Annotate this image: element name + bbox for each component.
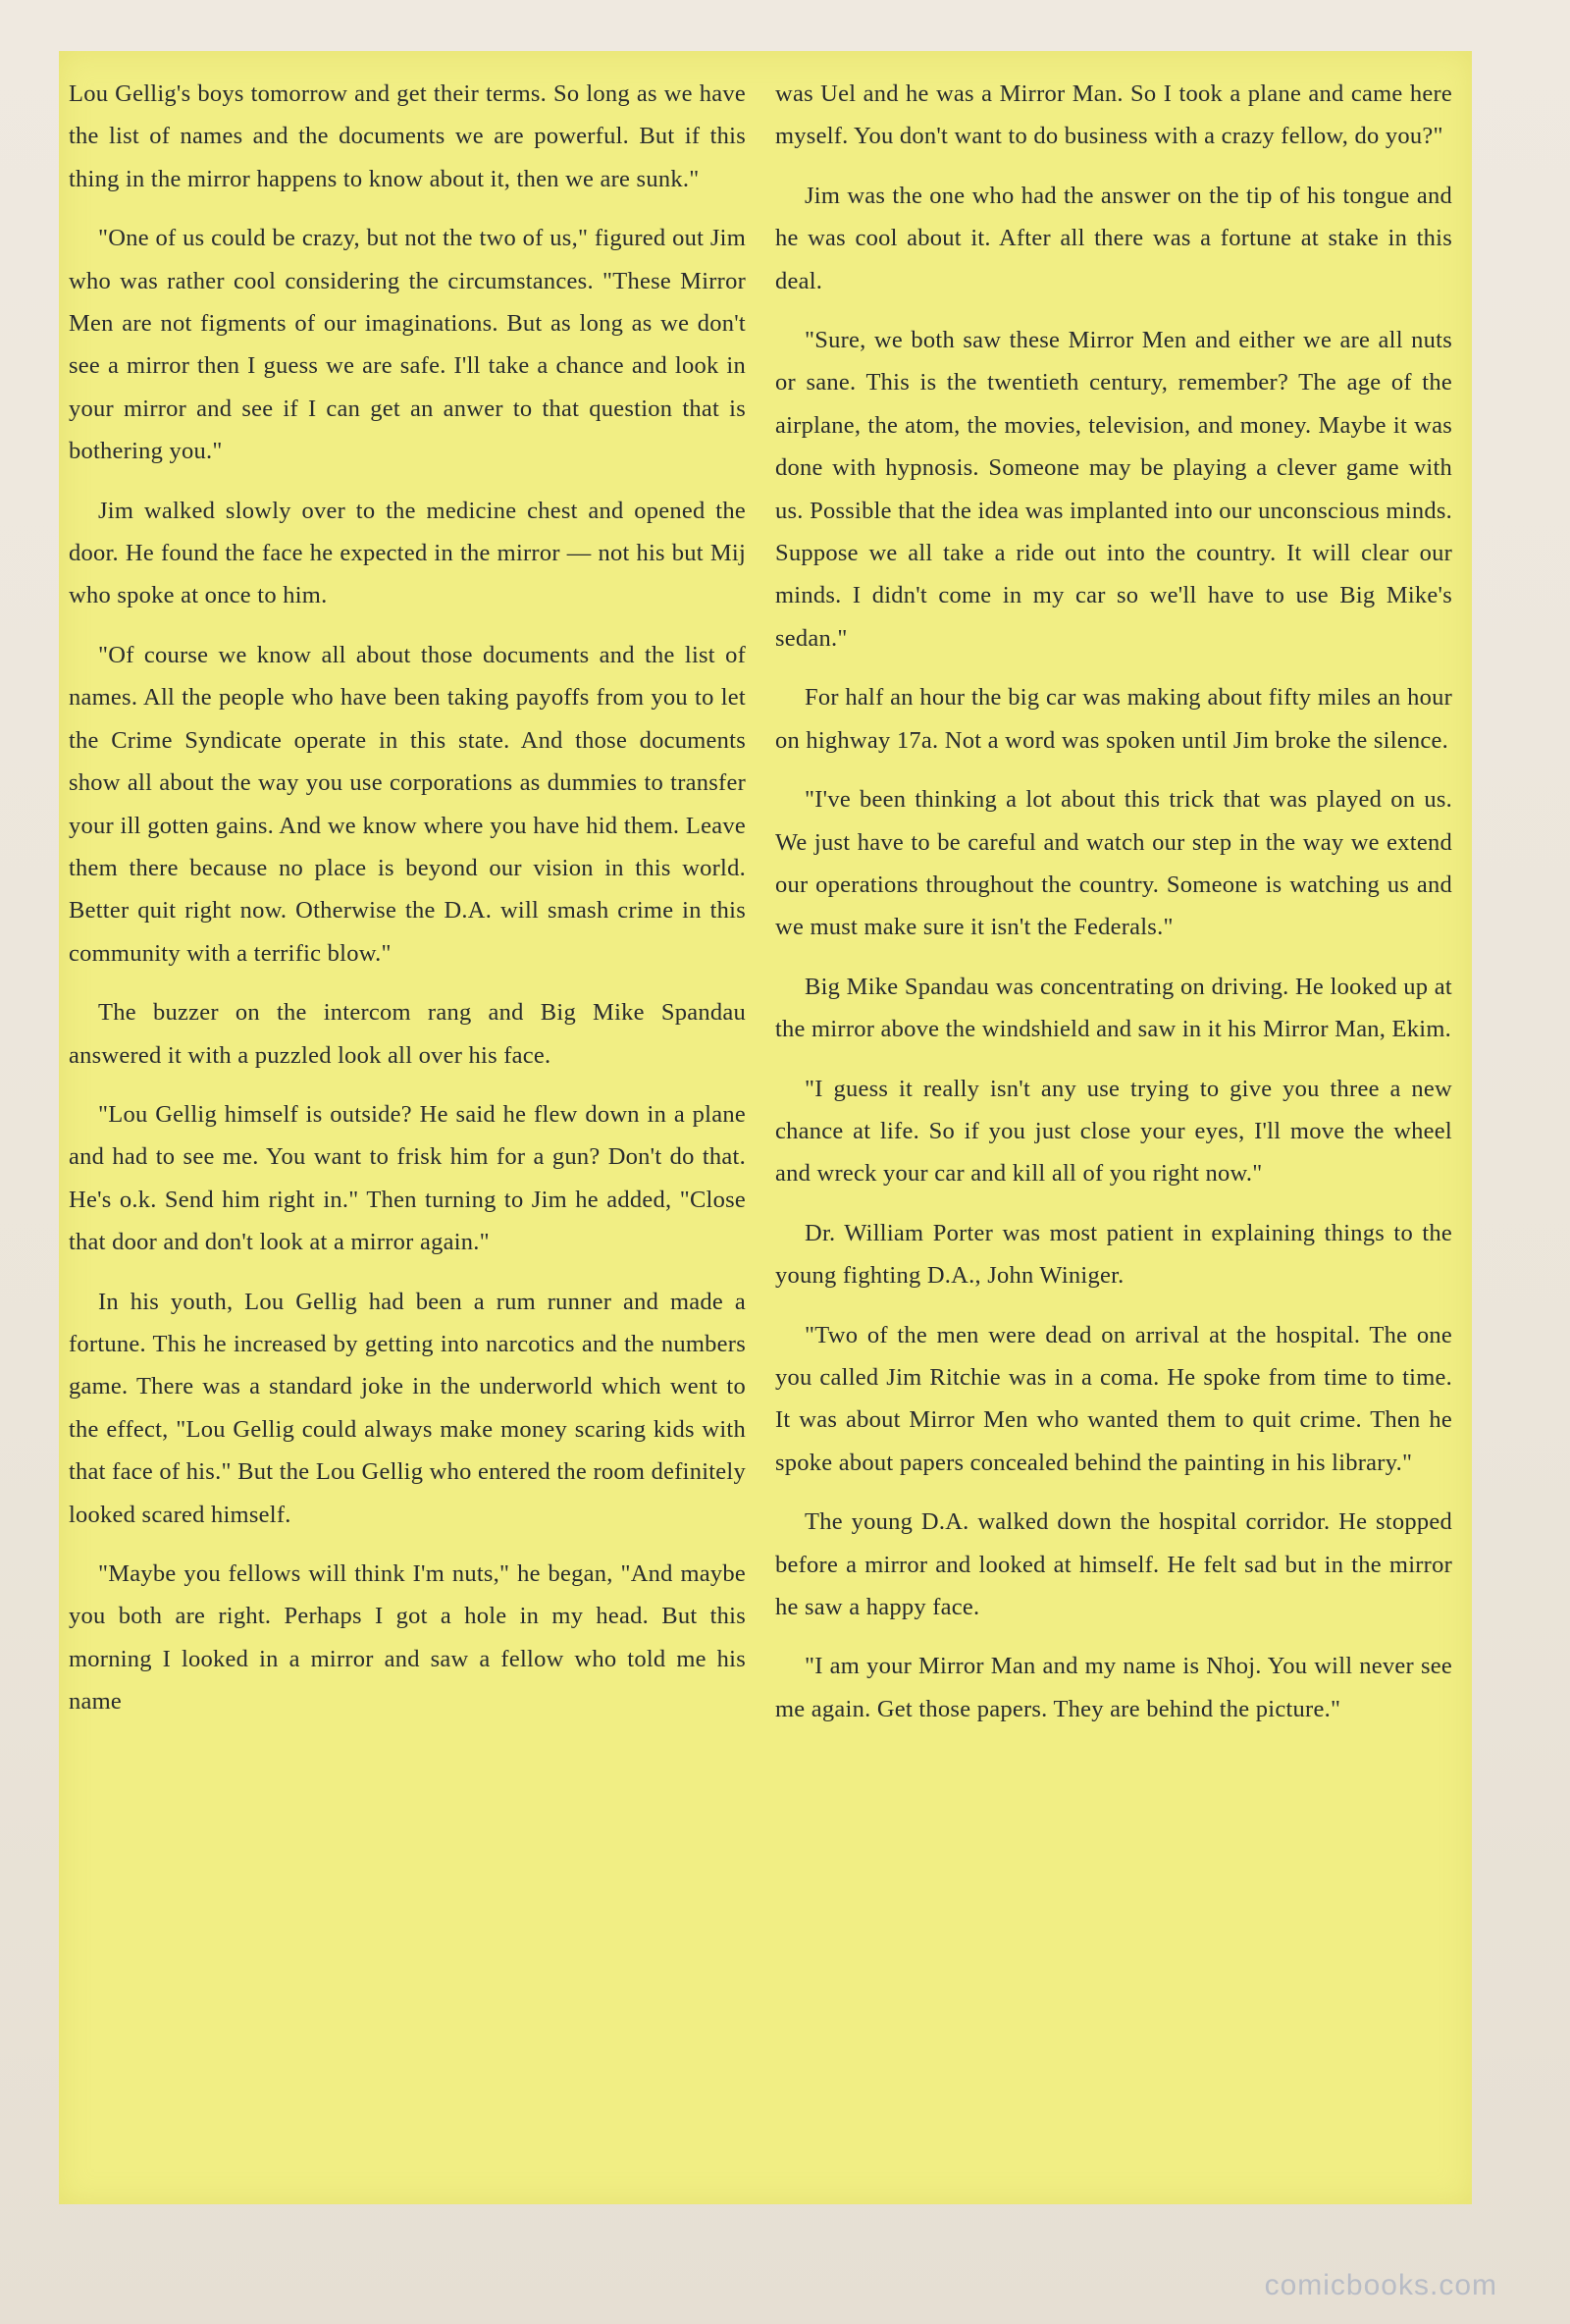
paragraph: "Maybe you fellows will think I'm nuts," he began, "And maybe you both are right. Perhaps I got a hole in my head. But this morning I looked in a mirror and saw a fellow who told me his name [69,1560,746,1716]
paragraph: In his youth, Lou Gellig had been a rum runner and made a fortune. This he increased by getting into narcotics and the numbers game. There was a standard joke in the underworld which went to the effect, "Lou Gellig could always make money scaring kids with that face of his." But the Lou Gellig who entered the room definitely looked scared himself. [69,1288,746,1528]
site-watermark: comicbooks.com [1264,2269,1497,2301]
paragraph: "Sure, we both saw these Mirror Men and either we are all nuts or sane. This is the twentieth century, remember? The age of the airplane, the atom, the movies, television, and money. Maybe it was done with hypnosis. Someone may be playing a clever game with us. Possible that the idea was implanted into our unconscious minds. Suppose we all take a ride out into the country. It will clear our minds. I didn't come in my car so we'll have to use Big Mike's sedan." [775,327,1452,652]
paragraph: "Of course we know all about those documents and the list of names. All the people who have been taking payoffs from you to let the Crime Syndicate operate in this state. And those documents show all about the way you use corporations as dummies to transfer your ill gotten gains. And we know where you have hid them. Leave them there because no place is beyond our vision in this world. Better quit right now. Otherwise the D.A. will smash crime in this community with a terrific blow." [69,641,746,967]
paragraph: The buzzer on the intercom rang and Big Mike Spandau answered it with a puzzled look all over his face. [69,999,746,1069]
paragraph: Jim was the one who had the answer on the tip of his tongue and he was cool about it. After all there was a fortune at stake in this deal. [775,182,1452,294]
right-text-column [775,73,1452,1747]
yellow-text-panel [59,51,1472,2204]
paragraph: Big Mike Spandau was concentrating on driving. He looked up at the mirror above the windshield and saw in it his Mirror Man, Ekim. [775,973,1452,1043]
paragraph: Dr. William Porter was most patient in explaining things to the young fighting D.A., John Winiger. [775,1219,1452,1290]
paragraph: "Lou Gellig himself is outside? He said he flew down in a plane and had to see me. You want to frisk him for a gun? Don't do that. He's o.k. Send him right in." Then turning to Jim he added, "Close that door and don't look at a mirror again." [69,1100,746,1256]
paragraph: Lou Gellig's boys tomorrow and get their terms. So long as we have the list of names and the documents we are powerful. But if this thing in the mirror happens to know about it, then we are sunk." [69,80,746,192]
paragraph: "Two of the men were dead on arrival at the hospital. The one you called Jim Ritchie was in a coma. He spoke from time to time. It was about Mirror Men who wanted them to quit crime. Then he spoke about papers concealed behind the painting in his library." [775,1321,1452,1476]
paragraph: Jim walked slowly over to the medicine chest and opened the door. He found the face he expected in the mirror — not his but Mij who spoke at once to him. [69,497,746,609]
paragraph: The young D.A. walked down the hospital corridor. He stopped before a mirror and looked at himself. He felt sad but in the mirror he saw a happy face. [775,1508,1452,1620]
paragraph: "One of us could be crazy, but not the two of us," figured out Jim who was rather cool considering the circumstances. "These Mirror Men are not figments of our imaginations. But as long as we don't see a mirror then I guess we are safe. I'll take a chance and look in your mirror and see if I can get an anwer to that question that is bothering you." [69,225,746,465]
paragraph: was Uel and he was a Mirror Man. So I took a plane and came here myself. You don't want to do business with a crazy fellow, do you?" [775,80,1452,150]
paragraph: "I am your Mirror Man and my name is Nhoj. You will never see me again. Get those papers. They are behind the picture." [775,1653,1452,1722]
paragraph: For half an hour the big car was making about fifty miles an hour on highway 17a. Not a word was spoken until Jim broke the silence. [775,684,1452,754]
paragraph: "I've been thinking a lot about this trick that was played on us. We just have to be careful and watch our step in the way we extend our operations throughout the country. Someone is watching us and we must make sure it isn't the Federals." [775,786,1452,941]
paragraph: "I guess it really isn't any use trying to give you three a new chance at life. So if you just close your eyes, I'll move the wheel and wreck your car and kill all of you right now." [775,1075,1452,1188]
left-text-column [69,73,746,1740]
